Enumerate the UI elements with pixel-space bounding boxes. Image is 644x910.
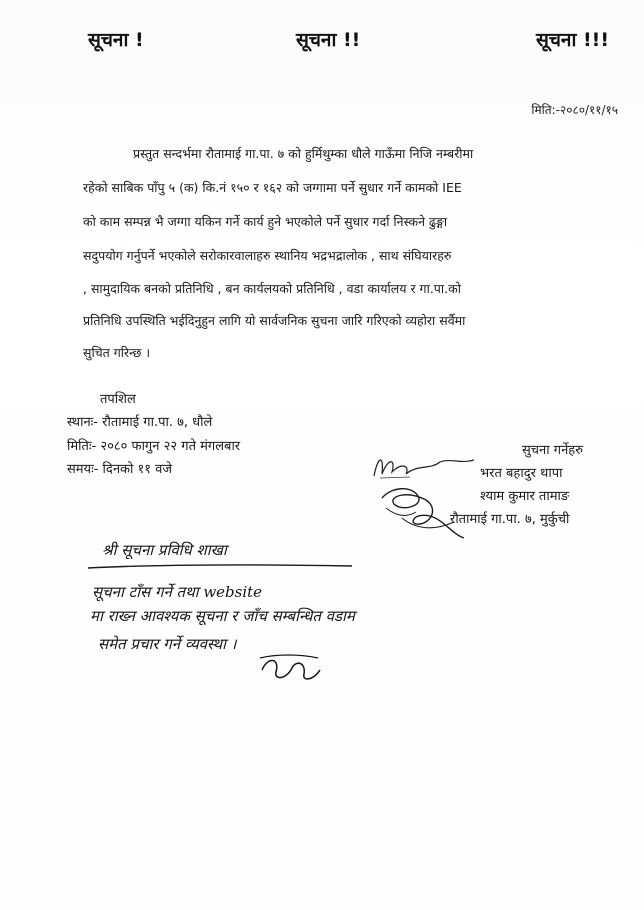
handwritten-line-3: मा राख्न आवश्यक सूचना र जाँच सम्बन्धित वडाम bbox=[90, 607, 355, 625]
details-time: समयः- दिनको ११ वजे bbox=[67, 462, 173, 477]
notice-heading-3: सूचना !!! bbox=[536, 29, 609, 51]
signatory-label: सुचना गर्नेहरु bbox=[522, 443, 583, 458]
details-title: तपशिल bbox=[100, 392, 136, 407]
body-line-5: , सामुदायिक बनको प्रतिनिधि , बन कार्यलयको प्रतिनिधि , वडा कार्यालय र गा.पा.को bbox=[83, 281, 461, 296]
details-place: स्थानः- रौतामाई गा.पा. ७, धौले bbox=[67, 415, 213, 430]
body-line-4: सदुपयोग गर्नुपर्ने भएकोले सरोकारवालाहरु स्थानिय भद्रभद्रालोक , साथ संघियारहरु bbox=[83, 248, 452, 263]
signatory-name-1: भरत बहादुर थापा bbox=[480, 466, 563, 481]
notice-date: मिति:-२०८०/११/१५ bbox=[531, 103, 618, 117]
handwritten-line-1: श्री सूचना प्रविधि शाखा bbox=[102, 541, 227, 559]
body-line-7: सुचित गरिन्छ । bbox=[83, 345, 151, 360]
signatory-office: रौतामाई गा.पा. ७, मुर्कुची bbox=[450, 512, 570, 527]
notice-heading-1: सूचना ! bbox=[88, 29, 144, 51]
handwritten-line-4: समेत प्रचार गर्ने व्यवस्था । bbox=[98, 635, 237, 653]
signature-1-icon bbox=[370, 448, 480, 484]
body-line-3: को काम सम्पन्न भै जग्गा यकिन गर्ने कार्य हुने भएकोले पर्ने सुधार गर्दा निस्कने ढुङ्गा bbox=[83, 214, 448, 229]
handwritten-initials-icon bbox=[256, 650, 326, 686]
signatory-name-2: श्याम कुमार तामाङ bbox=[480, 489, 570, 504]
handwritten-line-2: सूचना टाँस गर्ने तथा website bbox=[92, 583, 263, 601]
body-line-1: प्रस्तुत सन्दर्भमा रौतामाई गा.पा. ७ को हुर्मिथुम्का धौले गाऊँमा निजि नम्बरीमा bbox=[133, 146, 474, 161]
notice-heading-2: सूचना !! bbox=[296, 29, 361, 51]
signature-2-icon bbox=[372, 482, 482, 542]
body-line-2: रहेको साबिक पाँपु ५ (क) कि.नं १५० र १६२ को जग्गामा पर्ने सुधार गर्ने कामको IEE bbox=[83, 180, 462, 195]
details-date: मितिः- २०८० फागुन २२ गते मंगलबार bbox=[67, 439, 241, 454]
handwritten-underline-icon bbox=[86, 562, 356, 572]
body-line-6: प्रतिनिधि उपस्थिति भईदिनुहुन लागि यो सार्वजनिक सुचना जारि गरिएको व्यहोरा सर्वैमा bbox=[83, 313, 466, 328]
